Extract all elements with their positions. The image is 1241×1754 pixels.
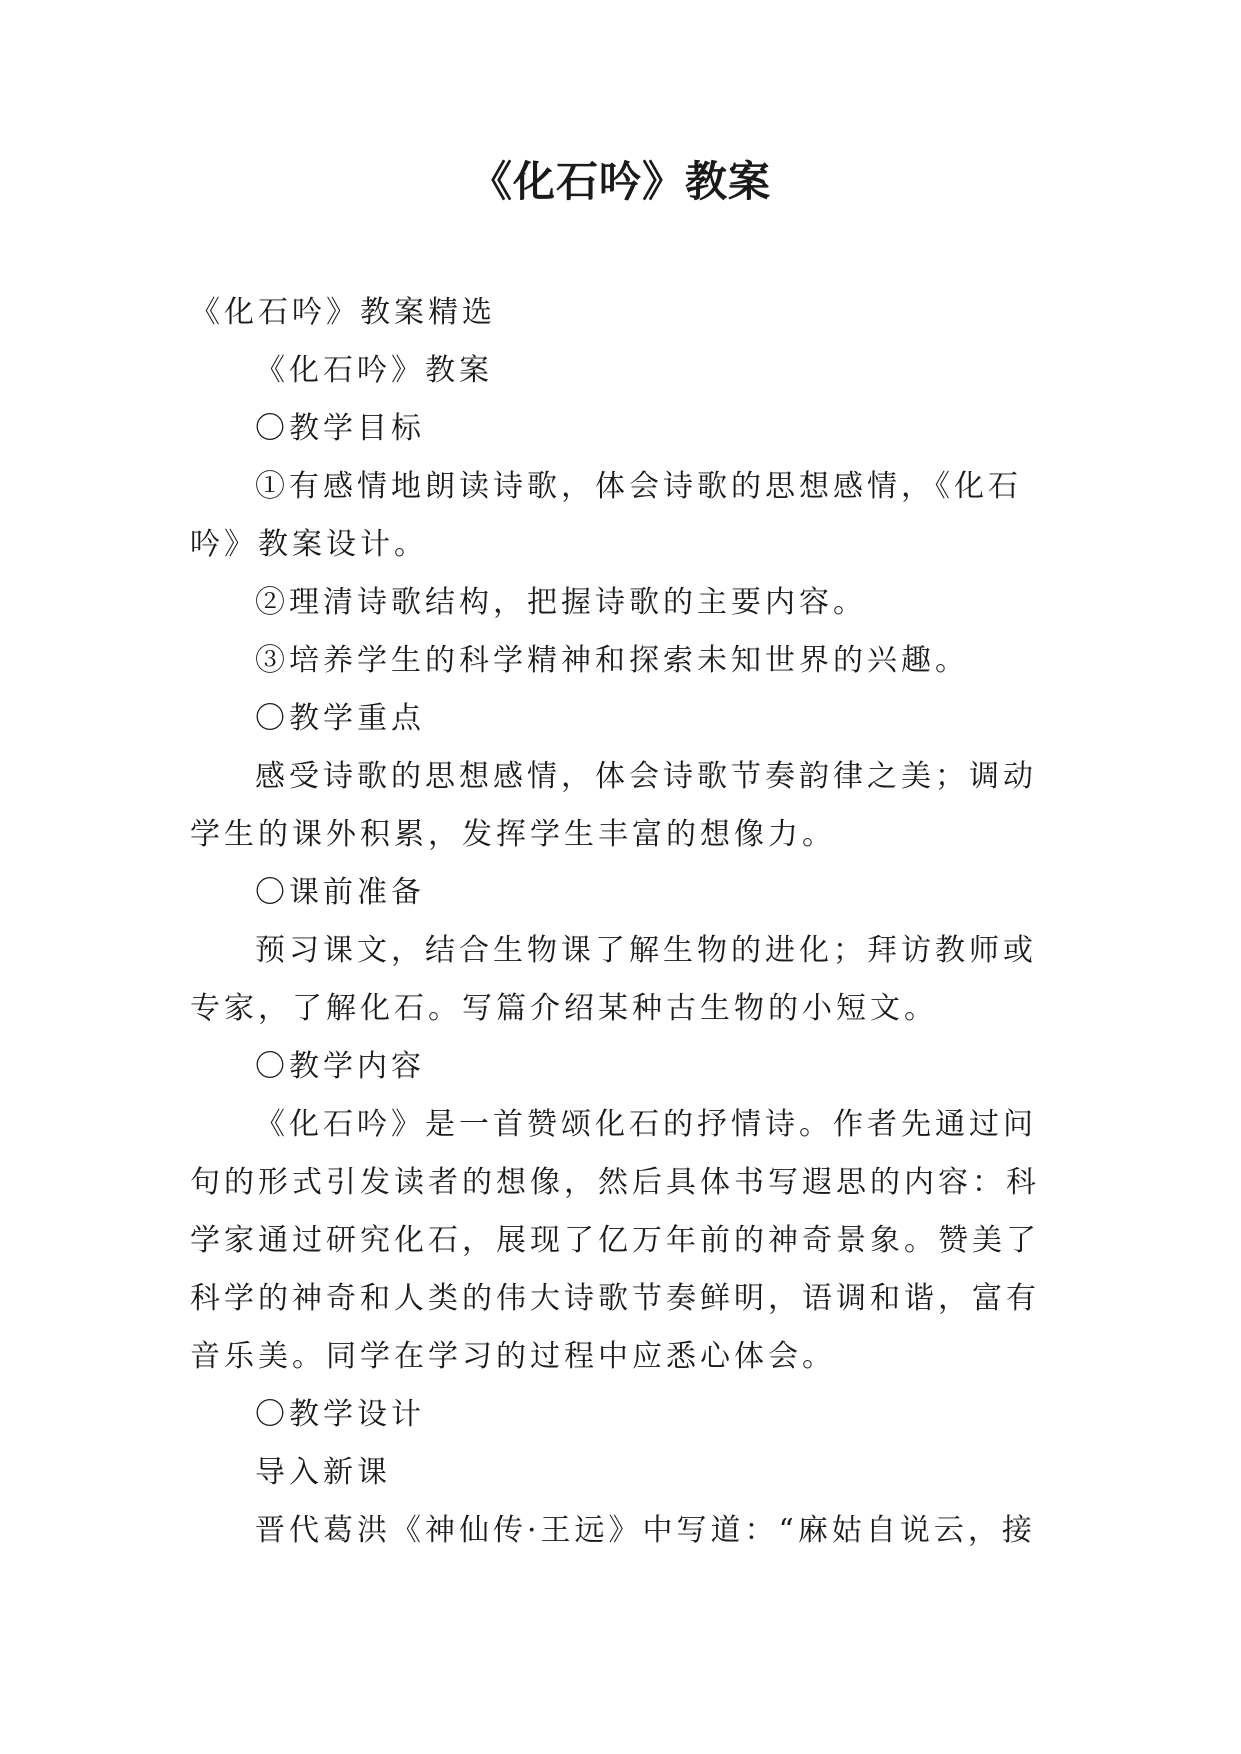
paragraph-heading-lesson: 《化石吟》教案	[255, 353, 493, 388]
section-heading-preparation: 〇课前准备	[255, 875, 425, 910]
document-title: 《化石吟》教案	[469, 157, 771, 206]
section-heading-focus: 〇教学重点	[255, 701, 425, 736]
subheading-introduction: 导入新课	[255, 1455, 391, 1490]
section-heading-design: 〇教学设计	[255, 1397, 425, 1432]
goal-item-2: ②理清诗歌结构，把握诗歌的主要内容。	[255, 585, 867, 620]
section-heading-content: 〇教学内容	[255, 1049, 425, 1084]
goal-item-1: ①有感情地朗读诗歌，体会诗歌的思想感情，《化石吟》教案设计。	[190, 469, 1022, 562]
preparation-paragraph: 预习课文，结合生物课了解生物的进化；拜访教师或专家，了解化石。写篇介绍某种古生物的小短文。	[190, 933, 1037, 1026]
focus-paragraph: 感受诗歌的思想感情，体会诗歌节奏韵律之美；调动学生的课外积累，发挥学生丰富的想像力。	[190, 759, 1037, 852]
section-heading-goals: 〇教学目标	[255, 411, 425, 446]
introduction-paragraph: 晋代葛洪《神仙传·王远》中写道：“麻姑自说云，接	[255, 1513, 1036, 1548]
content-paragraph: 《化石吟》是一首赞颂化石的抒情诗。作者先通过问句的形式引发读者的想像，然后具体书写遐思的内容：科学家通过研究化石，展现了亿万年前的神奇景象。赞美了科学的神奇和人类的伟大诗歌节奏鲜明，语调和谐，富有音乐美。同学在学习的过程中应悉心体会。	[190, 1107, 1040, 1374]
paragraph-subtitle: 《化石吟》教案精选	[190, 295, 496, 330]
document-body	[190, 284, 1068, 1560]
goal-item-3: ③培养学生的科学精神和探索未知世界的兴趣。	[255, 643, 969, 678]
